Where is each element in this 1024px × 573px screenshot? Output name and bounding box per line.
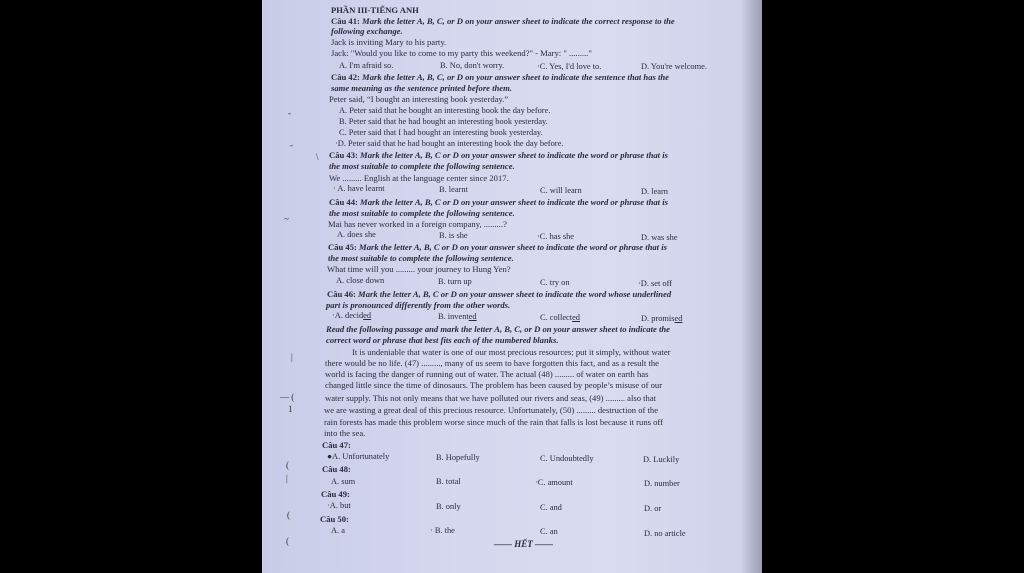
q50-option-d: D. no article — [644, 529, 686, 538]
q42-instruction-1: Mark the letter A, B, C, or D on your answer sheet to indicate the sentence that has the — [362, 72, 669, 82]
q46-heading — [327, 289, 671, 299]
q49-label: Câu 49: — [321, 489, 350, 499]
q41-heading — [331, 16, 675, 26]
end-text: HẾT — [514, 539, 533, 549]
q45-option-d: ·D. set off — [638, 279, 673, 288]
q46-option-a-underlined: ed — [363, 311, 372, 320]
end-dash-right: —— — [535, 539, 554, 549]
passage-line-5: water supply. This not only means that we have polluted our rivers and seas, (49) ......... also that — [325, 393, 657, 403]
passage-instruction-2: correct word or phrase that best fits each of the numbered blanks. — [326, 335, 559, 345]
passage-line-1: It is undeniable that water is one of our most precious resources; put it simply, without water — [352, 347, 671, 357]
q48-option-b: B. total — [436, 477, 461, 486]
q50-option-a: A. a — [331, 526, 345, 535]
q49-option-c: C. and — [540, 503, 562, 512]
q45-context: What time will you ......... your journey to Hung Yen? — [327, 264, 511, 274]
passage-line-3: world is facing the danger of running out of water. The actual (48) ......... of water on earth has — [325, 369, 649, 379]
q46-option-c-prefix: C. collect — [540, 313, 573, 322]
q43-option-c: C. will learn — [540, 186, 582, 195]
q44-heading — [329, 197, 668, 207]
margin-mark: ( — [286, 536, 289, 546]
q43-instruction-1: Mark the letter A, B, C or D on your answer sheet to indicate the word or phrase that is — [360, 150, 668, 160]
q42-option-b: B. Peter said that he had bought an interesting book yesterday. — [339, 117, 548, 126]
q41-instruction-2: following exchange. — [331, 26, 403, 36]
q43-option-b: B. learnt — [439, 185, 468, 194]
q45-instruction-2: the most suitable to complete the following sentence. — [328, 253, 514, 263]
q43-context: We ......... English at the language center since 2017. — [329, 173, 509, 183]
q46-option-b-underlined: ed — [468, 312, 477, 321]
passage-instruction-1: Read the following passage and mark the letter A, B, C, or D on your answer sheet to indicate the — [326, 324, 670, 334]
q46-option-d — [641, 314, 682, 324]
q46-option-c — [540, 313, 580, 323]
q45-option-b: B. turn up — [438, 277, 472, 286]
end-dash-left: —— — [494, 539, 512, 549]
q49-option-d: D. or — [644, 504, 662, 513]
margin-mark: | — [286, 473, 288, 483]
q44-instruction-1: Mark the letter A, B, C or D on your answer sheet to indicate the word or phrase that is — [360, 197, 668, 207]
q45-heading — [328, 242, 667, 252]
q50-option-b: · B. the — [430, 526, 455, 535]
q44-option-b: B. is she — [439, 231, 468, 240]
margin-mark: ( — [286, 460, 289, 470]
q46-instruction-1: Mark the letter A, B, C or D on your answer sheet to indicate the word whose underlined — [358, 289, 672, 299]
q44-option-c: ·C. has she — [537, 232, 574, 241]
q46-option-c-underlined: ed — [572, 313, 580, 322]
q47-option-b: B. Hopefully — [436, 453, 480, 462]
q41-option-b: B. No, don't worry. — [440, 61, 505, 70]
passage-line-6: we are wasting a great deal of this precious resource. Unfortunately, (50) ......... destruction of the — [324, 405, 659, 415]
q41-label: Câu 41: — [331, 16, 360, 26]
margin-mark: — ( — [280, 392, 295, 402]
q43-label: Câu 43: — [329, 150, 358, 160]
q42-heading — [331, 72, 669, 82]
q46-option-d-prefix: D. promis — [641, 314, 675, 323]
margin-mark: ( — [287, 510, 290, 520]
q49-option-a: ·A. but — [327, 501, 351, 510]
q43-option-d: D. learn — [641, 187, 668, 196]
q46-instruction-2: part is pronounced differently from the other words. — [326, 300, 511, 310]
q45-option-c: C. try on — [540, 278, 570, 287]
q41-context: Jack is inviting Mary to his party. — [331, 37, 447, 47]
q45-option-a: A. close down — [336, 276, 385, 285]
margin-mark: - — [290, 140, 293, 150]
q49-option-b: B. only — [436, 502, 461, 511]
q44-option-a: A. does she — [337, 230, 376, 239]
q46-label: Câu 46: — [327, 289, 356, 299]
margin-mark: - — [288, 108, 291, 118]
q47-option-d: D. Luckily — [643, 455, 680, 464]
q44-label: Câu 44: — [329, 197, 358, 207]
q41-option-c: ·C. Yes, I'd love to. — [537, 62, 602, 71]
q44-context: Mai has never worked in a foreign company, .........? — [328, 219, 507, 229]
margin-mark: \ — [316, 152, 319, 162]
passage-line-8: into the sea. — [324, 428, 366, 438]
q44-instruction-2: the most suitable to complete the following sentence. — [329, 208, 515, 218]
q45-label: Câu 45: — [328, 242, 357, 252]
q48-option-d: D. number — [644, 479, 680, 488]
q48-option-c: ·C. amount — [535, 478, 573, 487]
margin-mark: ~ — [284, 214, 289, 224]
q44-option-d: D. was she — [641, 233, 678, 242]
q41-option-a: A. I'm afraid so. — [339, 61, 394, 70]
margin-mark: | — [291, 352, 293, 362]
q42-label: Câu 42: — [331, 72, 360, 82]
q48-label: Câu 48: — [322, 464, 351, 474]
q50-label: Câu 50: — [320, 514, 349, 524]
q45-instruction-1: Mark the letter A, B, C or D on your answer sheet to indicate the word or phrase that is — [359, 242, 667, 252]
q48-option-a: A. sum — [331, 477, 356, 486]
q42-option-c: C. Peter said that I had bought an interesting book yesterday. — [339, 128, 543, 137]
paper-edge-shadow — [740, 0, 762, 573]
q46-option-d-underlined: ed — [674, 314, 683, 323]
q42-instruction-2: same meaning as the sentence printed before them. — [331, 83, 512, 93]
q46-option-b — [438, 312, 477, 322]
q42-context: Peter said, “I bought an interesting book yesterday.” — [329, 94, 509, 104]
q47-option-c: C. Undoubtedly — [540, 454, 594, 463]
q43-instruction-2: the most suitable to complete the following sentence. — [329, 161, 515, 171]
end-marker — [494, 539, 553, 549]
q46-option-b-prefix: B. invent — [438, 312, 469, 321]
q42-option-d: ·D. Peter said that he had bought an interesting book the day before. — [335, 139, 564, 148]
q46-option-a — [332, 311, 371, 321]
q47-option-a: ●A. Unfortunately — [327, 452, 390, 461]
q42-option-a: A. Peter said that he bought an interesting book the day before. — [339, 106, 551, 115]
section-title: PHẦN III-TIẾNG ANH — [331, 5, 419, 15]
margin-mark: 1 — [288, 404, 293, 414]
q41-dialogue: Jack: "Would you like to come to my party this weekend?" - Mary: " ........." — [331, 48, 592, 58]
passage-line-2: there would be no life. (47) ........., many of us seem to have forgotten this fact, and as a result the — [325, 358, 659, 368]
q43-heading — [329, 150, 668, 160]
q41-instruction-1: Mark the letter A, B, C, or D on your answer sheet to indicate the correct response to the — [362, 16, 675, 26]
q41-option-d: D. You're welcome. — [641, 62, 707, 71]
q43-option-a: · A. have learnt — [333, 184, 385, 193]
q50-option-c: C. an — [540, 527, 558, 536]
q47-label: Câu 47: — [322, 440, 351, 450]
passage-line-7: rain forests has made this problem worse since much of the rain that falls is lost because it runs off — [324, 417, 663, 427]
passage-line-4: changed little since the time of dinosaurs. The problem has been caused by people’s misuse of our — [325, 380, 663, 390]
q46-option-a-prefix: ·A. decid — [332, 311, 364, 320]
